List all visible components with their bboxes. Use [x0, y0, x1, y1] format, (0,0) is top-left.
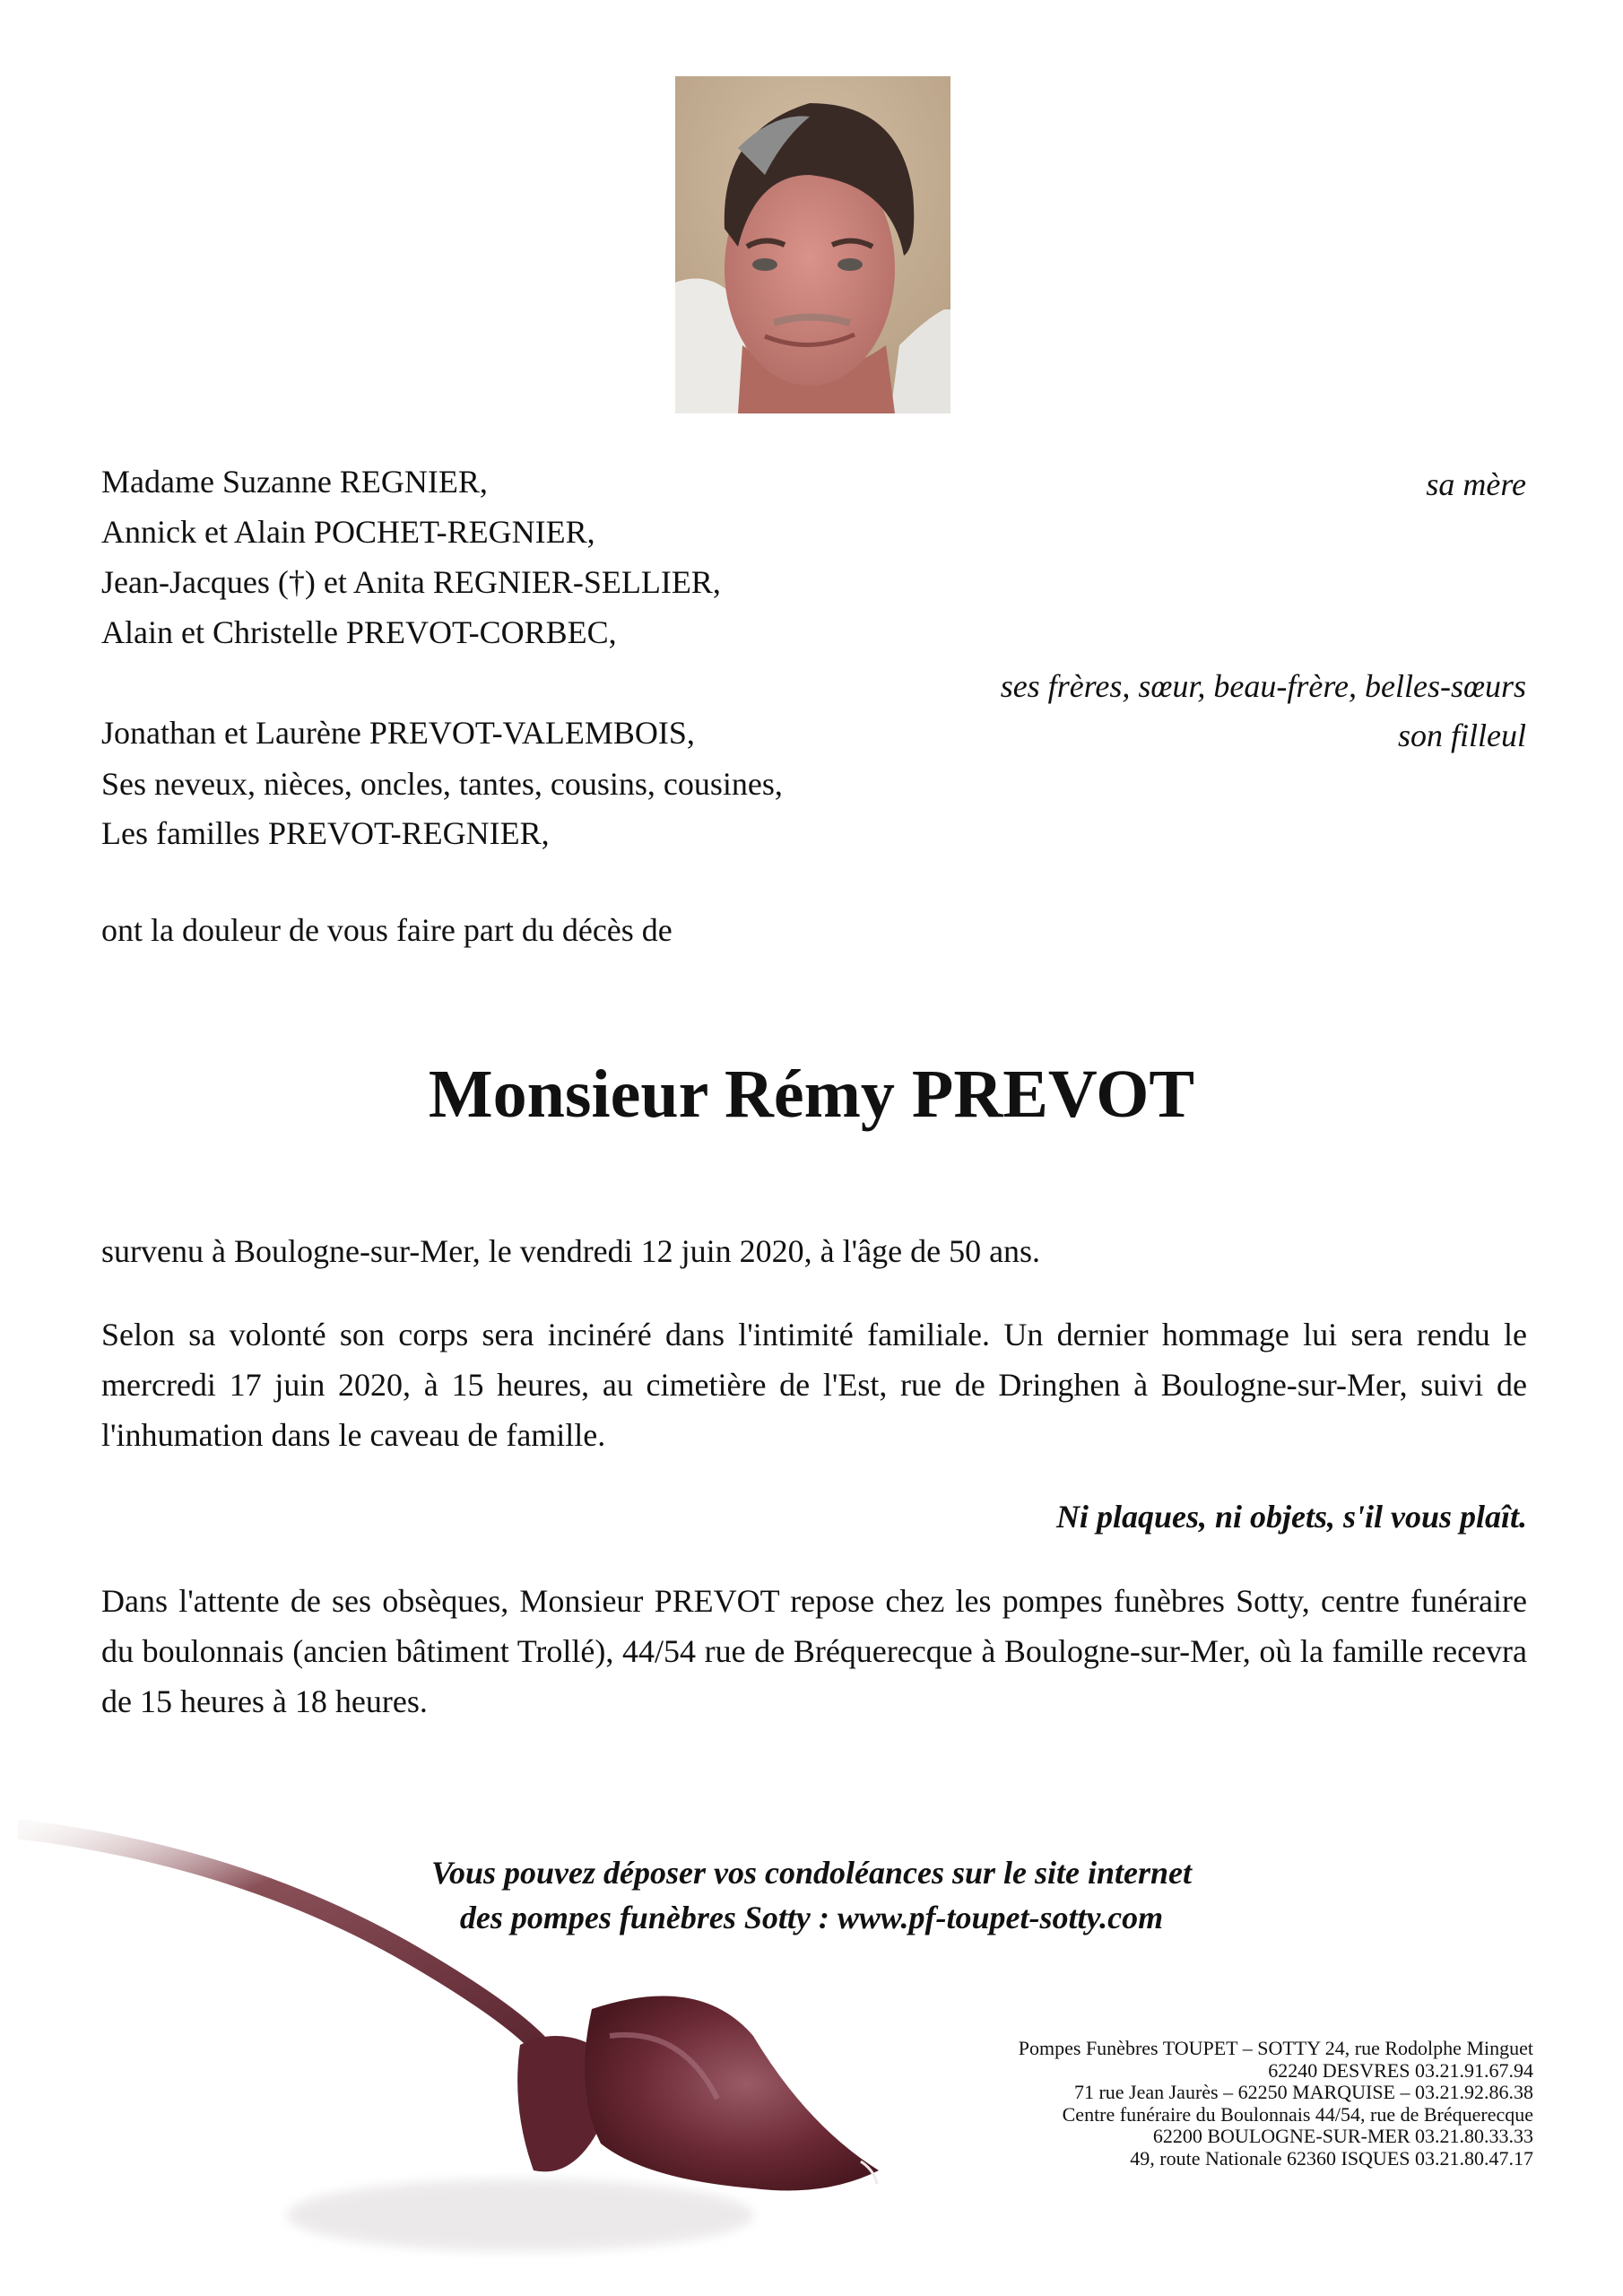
- visitation-paragraph: [101, 1576, 1527, 1726]
- visitation-text: Dans l'attente de ses obsèques, Monsieur PREVOT repose chez les pompes funèbres Sotty, centre funéraire du boulonnais (ancien bâtiment Trollé), 44/54 rue de Bréquerecque à Boulogne-sur-Mer, où la famille recevra de 15 heures à 18 heures.: [101, 1583, 1527, 1719]
- address-line: 71 rue Jean Jaurès – 62250 MARQUISE – 03.21.92.86.38: [1073, 2081, 1533, 2103]
- no-flowers-notice: Ni plaques, ni objets, s'il vous plaît.: [1055, 1499, 1527, 1535]
- ceremony-text: Selon sa volonté son corps sera incinéré dans l'intimité familiale. Un dernier hommage lui sera rendu le mercredi 17 juin 2020, à 15 heures, au cimetière de l'Est, rue de Dringhen à Boulogne-sur-Mer, suivi de l'inhumation dans le caveau de famille.: [101, 1317, 1527, 1453]
- condolences-line-2: [0, 1895, 1623, 1940]
- funeral-home-addresses: [1019, 2038, 1533, 2170]
- portrait-photo: [675, 76, 950, 413]
- ceremony-paragraph: [101, 1309, 1527, 1460]
- family-line-regnier-sellier: Jean-Jacques (†) et Anita REGNIER-SELLIER,: [101, 564, 721, 600]
- family-line-extended: Ses neveux, nièces, oncles, tantes, cousins, cousines,: [101, 766, 783, 802]
- portrait-photo-icon: [675, 76, 950, 413]
- announcement-intro: ont la douleur de vous faire part du décès de: [101, 912, 673, 948]
- relation-siblings: ses frères, sœur, beau-frère, belles-sœurs: [1000, 668, 1526, 704]
- relation-godson: son filleul: [1398, 718, 1526, 753]
- family-line-prevot-valembois: Jonathan et Laurène PREVOT-VALEMBOIS,: [101, 715, 695, 751]
- family-line-families: Les familles PREVOT-REGNIER,: [101, 815, 550, 851]
- family-line-mother: Madame Suzanne REGNIER,: [101, 464, 488, 500]
- family-line-pochet-regnier: Annick et Alain POCHET-REGNIER,: [101, 514, 595, 550]
- address-line: Pompes Funèbres TOUPET – SOTTY 24, rue Rodolphe Minguet: [1018, 2037, 1533, 2059]
- deceased-name: Monsieur Rémy PREVOT: [428, 1057, 1195, 1132]
- address-line: 62240 DESVRES 03.21.91.67.94: [1268, 2058, 1533, 2082]
- family-line-prevot-corbec: Alain et Christelle PREVOT-CORBEC,: [101, 614, 617, 650]
- condolences-line-1: Vous pouvez déposer vos condoléances sur le site internet: [430, 1855, 1192, 1891]
- relation-mother: sa mère: [1426, 466, 1526, 502]
- address-line: 62200 BOULOGNE-SUR-MER 03.21.80.33.33: [1152, 2125, 1533, 2147]
- death-info: survenu à Boulogne-sur-Mer, le vendredi 12 juin 2020, à l'âge de 50 ans.: [101, 1233, 1041, 1269]
- condolences-website-link[interactable]: des pompes funèbres Sotty : www.pf-toupet-sotty.com: [459, 1900, 1164, 1935]
- address-line: Centre funéraire du Boulonnais 44/54, rue de Bréquerecque: [1062, 2102, 1533, 2126]
- address-line: 49, route Nationale 62360 ISQUES 03.21.80.47.17: [1130, 2146, 1533, 2170]
